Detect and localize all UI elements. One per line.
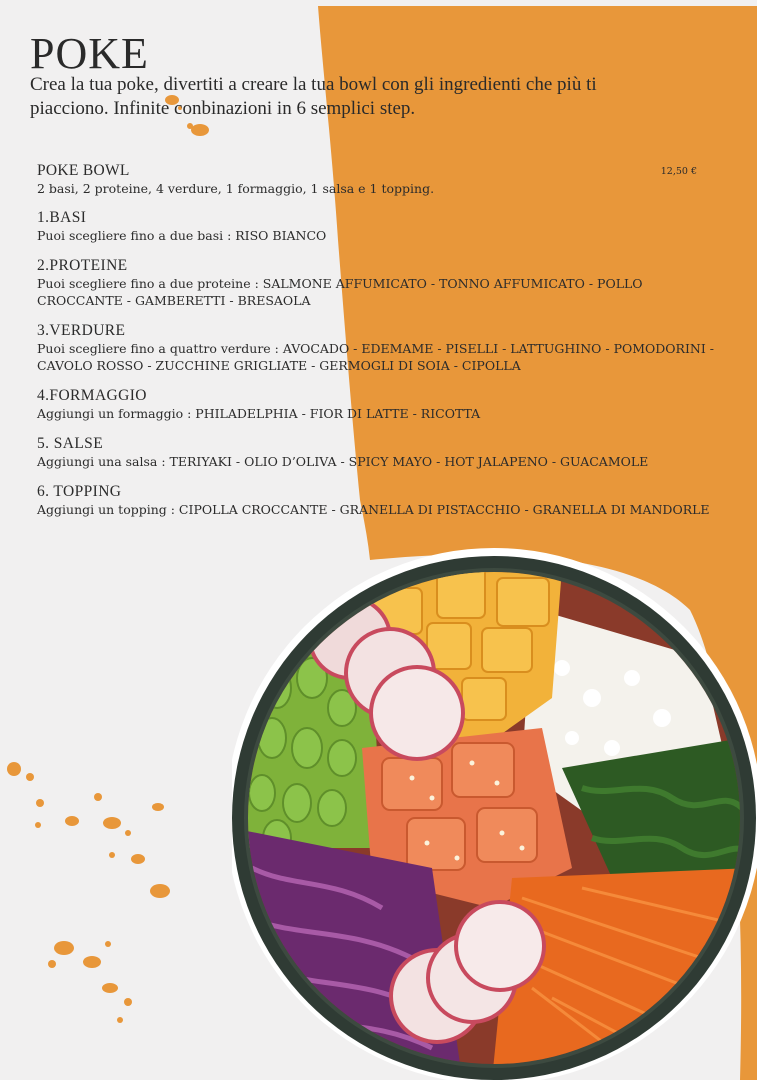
bowl-name: POKE BOWL (37, 162, 130, 179)
paint-splatter-left-bottom (40, 930, 150, 1030)
section-text: Aggiungi una salsa : TERIYAKI - OLIO D’OLIVA - SPICY MAYO - HOT JALAPENO - GUACAMOLE (37, 454, 649, 469)
page-title: POKE (30, 29, 149, 78)
bowl-price: 12,50 € (660, 166, 697, 177)
section-text: Aggiungi un topping : CIPOLLA CROCCANTE - GRANELLA DI PISTACCHIO - GRANELLA DI MANDORLE (37, 502, 710, 517)
section-text: Aggiungi un formaggio : PHILADELPHIA - FIOR DI LATTE - RICOTTA (37, 406, 481, 421)
intro-text: Crea la tua poke, divertiti a creare la tua bowl con gli ingredienti che più ti piacciono. Infinite conbinazioni in 6 semplici step. (30, 74, 597, 119)
section-title: 1.BASI (37, 209, 87, 226)
section-title: 4.FORMAGGIO (37, 387, 147, 404)
section-salse (37, 434, 737, 470)
bowl-description: 2 basi, 2 proteine, 4 verdure, 1 formaggio, 1 salsa e 1 topping. (37, 181, 435, 196)
section-verdure (37, 321, 737, 374)
bowl-header (37, 162, 737, 196)
section-title: 6. TOPPING (37, 483, 122, 500)
section-formaggio (37, 386, 737, 422)
menu-list (37, 162, 737, 518)
section-basi (37, 208, 737, 244)
section-title: 2.PROTEINE (37, 257, 128, 274)
paint-splatter-left-middle (0, 755, 180, 915)
section-title: 3.VERDURE (37, 322, 126, 339)
section-topping (37, 482, 737, 518)
section-text: Puoi scegliere fino a due proteine : SALMONE AFFUMICATO - TONNO AFFUMICATO - POLLO CROCCANTE - GAMBERETTI - BRESAOLA (37, 276, 643, 308)
section-text: Puoi scegliere fino a due basi : RISO BIANCO (37, 228, 327, 243)
section-title: 5. SALSE (37, 435, 104, 452)
poke-bowl-photo (232, 548, 757, 1080)
section-proteine (37, 256, 737, 309)
section-text: Puoi scegliere fino a quattro verdure : AVOCADO - EDEMAME - PISELLI - LATTUGHINO - POMODORINI - CAVOLO ROSSO - ZUCCHINE GRIGLIATE - GERMOGLI DI SOIA - CIPOLLA (37, 341, 714, 373)
